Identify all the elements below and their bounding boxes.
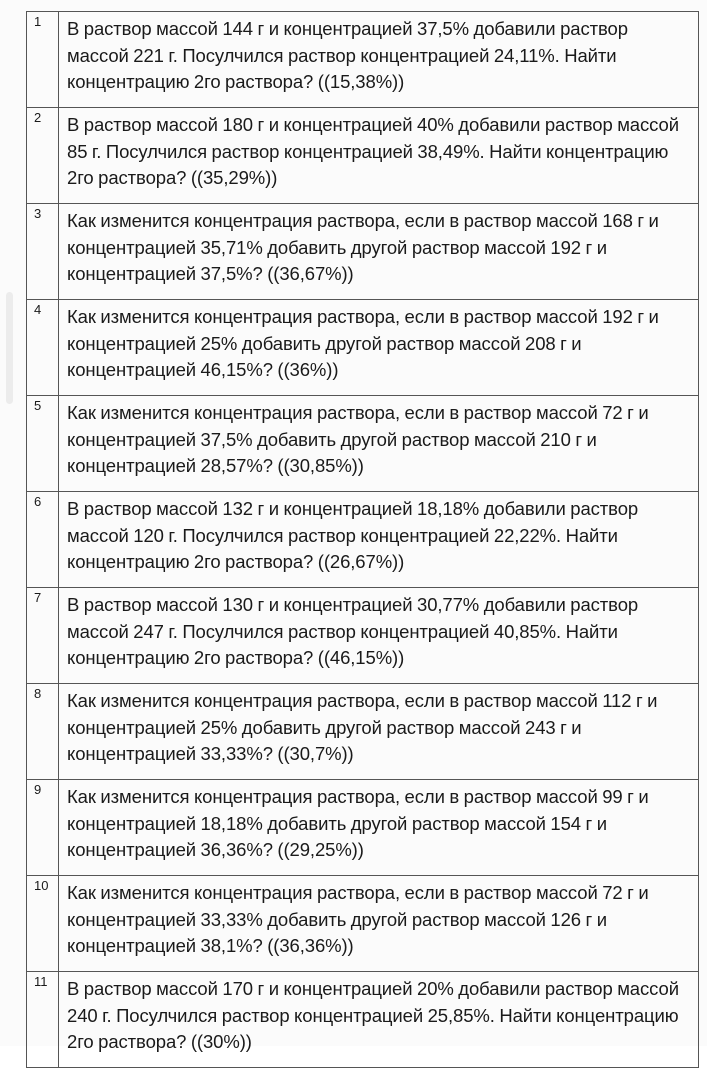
problem-text [59,492,699,588]
problem-text [59,876,699,972]
table-row [27,588,699,684]
problem-number: 11 [27,972,59,1068]
table-row [27,108,699,204]
table-row [27,204,699,300]
problem-number: 7 [27,588,59,684]
table-row [27,492,699,588]
problem-number: 1 [27,12,59,108]
problem-text-content: Как изменится концентрация раствора, если в раствор массой 99 г и концентрацией 18,18% добавить другой раствор массой 154 г и концентрацией 36,36%? ((29,25%)) [67,786,649,860]
table-row [27,684,699,780]
problem-text-content: Как изменится концентрация раствора, если в раствор массой 192 г и концентрацией 25% добавить другой раствор массой 208 г и концентрацией 46,15%? ((36%)) [67,306,659,380]
problem-number: 4 [27,300,59,396]
problem-number: 3 [27,204,59,300]
problem-text-content: Как изменится концентрация раствора, если в раствор массой 112 г и концентрацией 25% добавить другой раствор массой 243 г и концентрацией 33,33%? ((30,7%)) [67,690,658,764]
problem-text [59,972,699,1068]
problem-number: 9 [27,780,59,876]
problem-text-content: В раствор массой 130 г и концентрацией 30,77% добавили раствор массой 247 г. Посулчился раствор концентрацией 40,85%. Найти концентрацию 2го раствора? ((46,15%)) [67,594,639,668]
problem-number: 10 [27,876,59,972]
problem-text-content: В раствор массой 180 г и концентрацией 40% добавили раствор массой 85 г. Посулчился раствор концентрацией 38,49%. Найти концентрацию 2го раствора? ((35,29%)) [67,114,679,188]
table-row [27,300,699,396]
problem-number: 5 [27,396,59,492]
problem-text-content: Как изменится концентрация раствора, если в раствор массой 72 г и концентрацией 37,5% добавить другой раствор массой 210 г и концентрацией 28,57%? ((30,85%)) [67,402,649,476]
problem-number: 6 [27,492,59,588]
problem-text [59,204,699,300]
table-row [27,396,699,492]
problems-table [26,11,699,1068]
problem-text-content: Как изменится концентрация раствора, если в раствор массой 72 г и концентрацией 33,33% добавить другой раствор массой 126 г и концентрацией 38,1%? ((36,36%)) [67,882,649,956]
problem-text [59,588,699,684]
table-row [27,972,699,1068]
table-row [27,780,699,876]
problem-text [59,684,699,780]
table-row [27,12,699,108]
table-row [27,876,699,972]
problem-text-content: В раствор массой 132 г и концентрацией 18,18% добавили раствор массой 120 г. Посулчился раствор концентрацией 22,22%. Найти концентрацию 2го раствора? ((26,67%)) [67,498,639,572]
problem-number: 2 [27,108,59,204]
scroll-handle[interactable] [6,292,13,404]
problem-text [59,780,699,876]
problem-text-content: В раствор массой 144 г и концентрацией 37,5% добавили раствор массой 221 г. Посулчился раствор концентрацией 24,11%. Найти концентрацию 2го раствора? ((15,38%)) [67,18,628,92]
problem-number: 8 [27,684,59,780]
problem-text-content: В раствор массой 170 г и концентрацией 20% добавили раствор массой 240 г. Посулчился раствор концентрацией 25,85%. Найти концентрацию 2го раствора? ((30%)) [67,978,679,1052]
problem-text [59,12,699,108]
problem-text [59,300,699,396]
problem-text-content: Как изменится концентрация раствора, если в раствор массой 168 г и концентрацией 35,71% добавить другой раствор массой 192 г и концентрацией 37,5%? ((36,67%)) [67,210,659,284]
problem-text [59,108,699,204]
problem-text [59,396,699,492]
